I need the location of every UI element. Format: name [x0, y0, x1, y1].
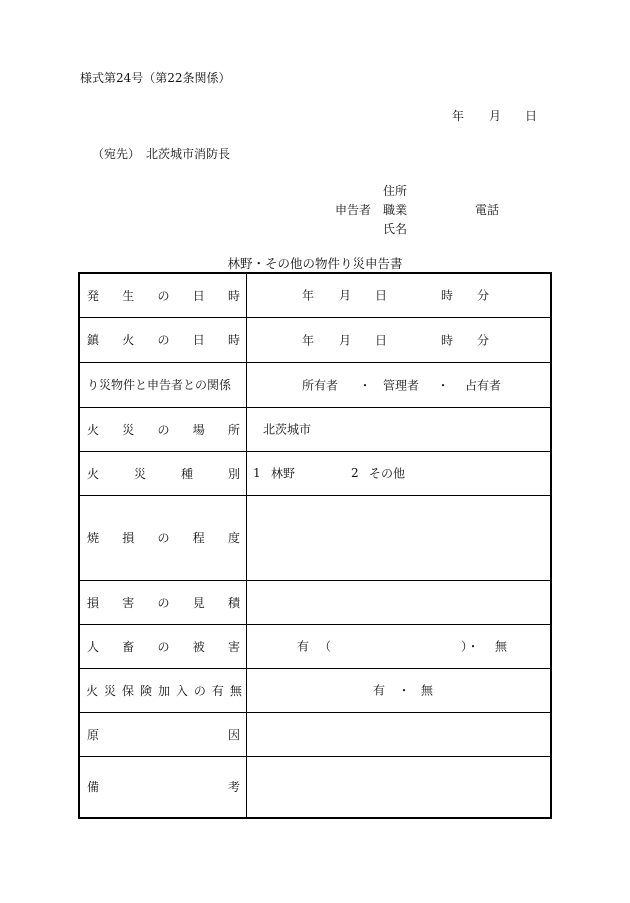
- minute-label: 分: [477, 333, 490, 347]
- row-damage-degree: [79, 495, 551, 580]
- remarks-field[interactable]: [247, 756, 552, 818]
- damage-estimate-label: 損 害 の 見 積: [79, 580, 247, 624]
- addressee: （宛先） 北茨城市消防長: [92, 147, 231, 161]
- no-option[interactable]: 無: [421, 683, 434, 698]
- manager-option[interactable]: 管理者: [383, 378, 420, 392]
- separator: ・: [398, 683, 411, 698]
- cause-field[interactable]: [247, 712, 552, 756]
- no-option[interactable]: 無: [495, 639, 508, 654]
- applicant-block: [335, 183, 515, 243]
- row-livestock: [79, 624, 551, 668]
- row-relation: [79, 362, 551, 407]
- row-fire-type: [79, 451, 551, 495]
- city-name: 北茨城市: [263, 422, 312, 437]
- date-month-label: 月: [489, 109, 502, 123]
- hour-label: 時: [441, 288, 454, 303]
- row-occurrence: [79, 273, 551, 317]
- fire-type-value-field[interactable]: [247, 451, 552, 495]
- remarks-label: 備 考: [79, 756, 247, 818]
- address-label: 住所: [383, 184, 408, 198]
- occurrence-value-field[interactable]: [247, 273, 552, 317]
- livestock-label: 人 畜 の 被 害: [79, 624, 247, 668]
- row-place: [79, 407, 551, 451]
- yes-option[interactable]: 有: [297, 639, 310, 654]
- option-number: 2: [351, 466, 359, 480]
- date-year-label: 年: [452, 109, 465, 123]
- hour-label: 時: [441, 333, 454, 347]
- fire-type-label: 火 災 種 別: [79, 451, 247, 495]
- separator: ・: [437, 378, 450, 392]
- occurrence-label: 発 生 の 日 時: [79, 273, 247, 317]
- occupation-label: 職業: [383, 203, 408, 217]
- row-insurance: [79, 668, 551, 712]
- insurance-label: 火 災 保 険 加 入 の 有 無: [79, 668, 247, 712]
- insurance-value-field[interactable]: [247, 668, 552, 712]
- form-number: 様式第24号（第22条関係）: [80, 71, 231, 85]
- year-label: 年: [302, 288, 315, 303]
- owner-option[interactable]: 所有者: [302, 378, 339, 392]
- close-paren: ）・: [461, 639, 480, 654]
- occupant-option[interactable]: 占有者: [465, 378, 502, 392]
- row-extinguish: [79, 317, 551, 362]
- yes-option[interactable]: 有: [373, 683, 386, 698]
- place-value-field[interactable]: [247, 407, 552, 451]
- name-label: 氏名: [383, 222, 408, 236]
- open-paren: （: [319, 639, 332, 654]
- relation-label: り災物件と申告者との関係: [79, 362, 247, 407]
- row-damage-estimate: [79, 580, 551, 624]
- report-table: [78, 272, 552, 819]
- extinguish-label: 鎮 火 の 日 時: [79, 317, 247, 362]
- damage-degree-field[interactable]: [247, 495, 552, 580]
- minute-label: 分: [477, 288, 490, 303]
- row-remarks: [79, 756, 551, 818]
- place-label: 火 災 の 場 所: [79, 407, 247, 451]
- day-label: 日: [375, 333, 388, 347]
- row-cause: [79, 712, 551, 756]
- phone-label: 電話: [475, 203, 500, 217]
- date-day-label: 日: [525, 109, 538, 123]
- day-label: 日: [375, 288, 388, 303]
- month-label: 月: [339, 333, 352, 347]
- document-title: 林野・その他の物件り災申告書: [227, 256, 403, 271]
- year-label: 年: [302, 333, 315, 347]
- separator: ・: [359, 378, 372, 392]
- option-number: 1: [253, 466, 261, 480]
- cause-label: 原 因: [79, 712, 247, 756]
- other-option[interactable]: その他: [369, 466, 406, 481]
- extinguish-value-field[interactable]: [247, 317, 552, 362]
- damage-degree-label: 焼 損 の 程 度: [79, 495, 247, 580]
- damage-estimate-field[interactable]: [247, 580, 552, 624]
- relation-value-field[interactable]: [247, 362, 552, 407]
- applicant-label: 申告者: [335, 203, 372, 217]
- forest-option[interactable]: 林野: [271, 466, 296, 481]
- livestock-value-field[interactable]: [247, 624, 552, 668]
- month-label: 月: [339, 288, 352, 303]
